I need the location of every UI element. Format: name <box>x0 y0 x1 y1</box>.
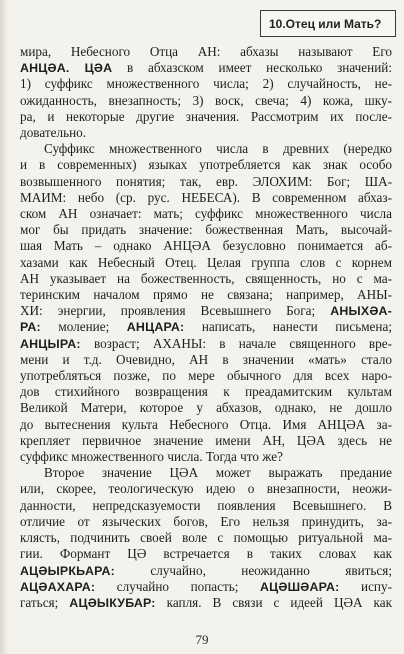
text-line <box>20 498 392 514</box>
text-segment: Второе значение ЦƏА может выражать предание <box>44 465 392 481</box>
text-line <box>20 368 392 384</box>
bold-term: АНЦЫРА: <box>20 336 81 351</box>
bold-term: АНЦАРА: <box>126 320 185 335</box>
text-segment: или, скорее, теологическую идею о внезапности, неожи- <box>20 481 392 497</box>
text-segment: мени и т.д. Очевидно, АН в значении «мать» стало <box>20 351 392 367</box>
text-line <box>20 384 392 400</box>
text-line <box>20 44 392 60</box>
chapter-title: 10.Отец или Мать? <box>269 16 382 31</box>
text-segment: ожиданность, внезапность; 3) воск, свеча; 4) кожа, шку- <box>20 92 392 108</box>
text-line <box>20 352 392 368</box>
bold-term: АЦƏАХАРА: <box>20 579 96 594</box>
text-segment: крепляет первичное значение имени АН, ЦƏА здесь не <box>20 432 392 448</box>
chapter-header-box <box>260 10 396 37</box>
text-line <box>20 563 392 579</box>
text-line <box>20 238 392 254</box>
text-segment: мог бы придать значение: божественная Мать, высочай- <box>20 222 392 238</box>
text-line <box>20 400 392 416</box>
text-line <box>20 60 392 76</box>
text-line <box>20 141 392 157</box>
text-segment: испу- <box>339 578 392 594</box>
text-line <box>20 93 392 109</box>
text-segment: капля. В связи с идеей ЦƏА как <box>155 594 392 610</box>
text-segment: АН указывает на божественность, священность, но с ма- <box>20 270 392 286</box>
bold-term: РА: <box>20 320 41 335</box>
text-segment: Великой Матери, которое у абхазов, однако, не дошло <box>20 400 392 416</box>
text-segment: и в современных) языках употребляется как знак особо <box>20 157 392 173</box>
text-segment: употребляться позже, по мере обычного для всех наро- <box>20 368 392 384</box>
text-segment: дов стихийного возвращения к преадамитским культам <box>20 384 392 400</box>
bold-term: АНЫХƏА- <box>330 304 392 319</box>
text-segment: возвышенного понятия; так, евр. ЭЛОХИМ: Бог; ША- <box>20 173 392 189</box>
scan-edge-shadow <box>0 0 8 654</box>
text-line <box>20 546 392 562</box>
text-line <box>20 595 392 611</box>
text-line <box>20 449 392 465</box>
text-segment: возраст; АХАНЫ: в начале священного вре- <box>80 335 392 351</box>
text-line <box>20 76 392 92</box>
text-segment: случайно, неожиданно явиться; <box>114 562 392 578</box>
text-line <box>20 319 392 335</box>
text-segment: ХИ: энергии, проявления Всевышнего Бога; <box>20 303 331 319</box>
text-segment: шая Мать – однако АНЦƏА безусловно понимается аб- <box>20 238 392 254</box>
text-segment: мира, Небесного Отца АН: абхазы называют Его <box>20 44 392 59</box>
bold-term: АЦƏШƏАРА: <box>260 579 340 594</box>
text-segment: клясть, подчинить своей воле с помощью ритуальной ма- <box>20 530 392 546</box>
text-line <box>20 271 392 287</box>
text-line <box>20 433 392 449</box>
text-segment: гии. Формант ЦƏ встречается в таких словах как <box>20 546 392 562</box>
text-segment: отличие от языческих богов, Его нельзя принудить, за- <box>20 513 392 529</box>
text-segment: написать, нанести письмена; <box>184 319 392 335</box>
text-line <box>20 125 392 141</box>
text-line <box>20 303 392 319</box>
text-segment: случайно попасть; <box>95 578 260 594</box>
bold-term: АЦƏЫКУБАР: <box>69 595 156 610</box>
text-segment: МАИМ: небо (ср. рус. НЕБЕСА). В современном абхаз- <box>20 189 392 205</box>
text-segment: довательно. <box>20 125 87 141</box>
text-segment: гаться; <box>20 594 70 610</box>
text-segment: ском АН означает: мать; суффикс множественного числа <box>20 206 392 222</box>
page-number: 79 <box>195 632 209 647</box>
text-segment: ра, и некоторые другие значения. Рассмотрим их после- <box>20 108 392 124</box>
text-line <box>20 190 392 206</box>
text-segment: суффикс множественного числа. Тогда что же? <box>20 449 283 465</box>
body-text <box>20 44 392 611</box>
text-line <box>20 465 392 481</box>
text-line <box>20 287 392 303</box>
text-line <box>20 255 392 271</box>
text-line <box>20 417 392 433</box>
text-line <box>20 222 392 238</box>
text-segment: данности, непредсказуемости появления Всевышнего. В <box>20 497 392 513</box>
text-segment: моление; <box>40 319 127 335</box>
text-line <box>20 514 392 530</box>
text-segment: хазами как Небесный Отец. Целая группа слов с корнем <box>20 254 392 270</box>
text-line <box>20 530 392 546</box>
text-segment: 1) суффикс множественного числа; 2) случайность, не- <box>20 76 392 92</box>
bold-term: АНЦƏА. ЦƏА <box>20 61 113 76</box>
text-line <box>20 109 392 125</box>
text-line <box>20 174 392 190</box>
text-segment: в абхазском имеет несколько значений: <box>112 60 392 76</box>
text-segment: Суффикс множественного числа в древних (нередко <box>44 141 392 157</box>
text-line <box>20 579 392 595</box>
text-segment: теринским началом прямо не связана; например, АНЫ- <box>20 287 392 303</box>
bold-term: АЦƏЫРКЬАРА: <box>20 563 115 578</box>
text-line <box>20 206 392 222</box>
text-line <box>20 157 392 173</box>
text-line <box>20 336 392 352</box>
text-line <box>20 481 392 497</box>
text-segment: до вытеснения культа Небесного Отца. Имя АНЦƏА за- <box>20 416 392 432</box>
